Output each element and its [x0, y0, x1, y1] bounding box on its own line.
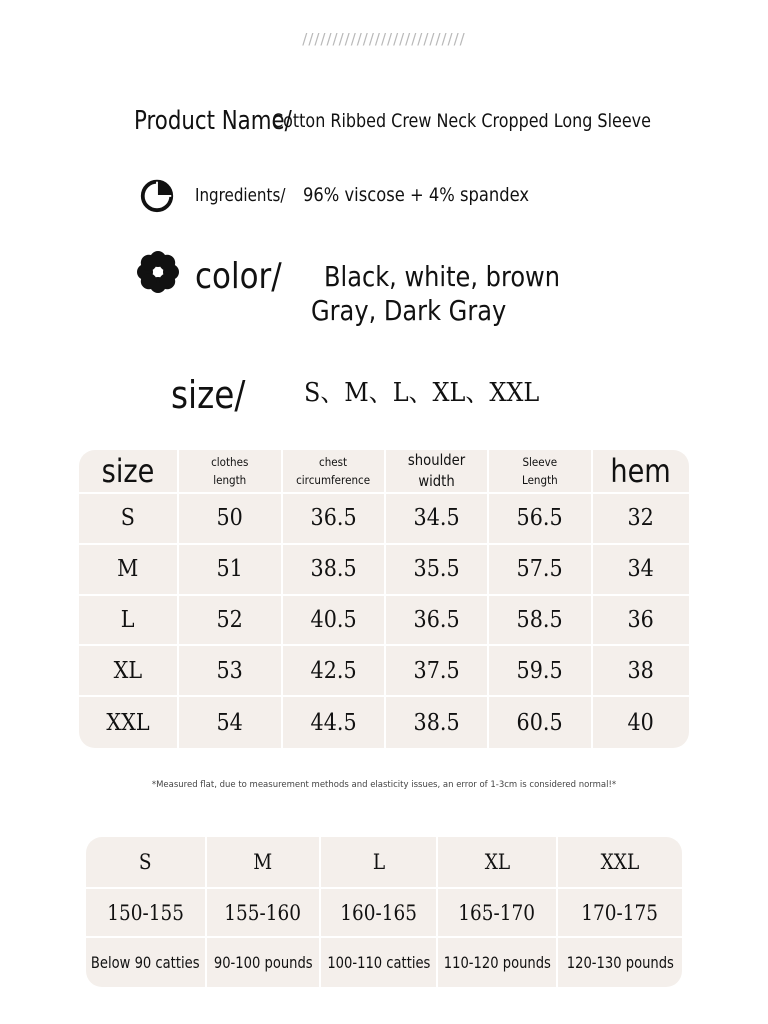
header-size: size — [79, 450, 179, 494]
table-cell: 50 — [179, 494, 283, 545]
table-cell: 56.5 — [489, 494, 593, 545]
table-cell: 37.5 — [386, 646, 489, 697]
size-label: size/ — [171, 373, 246, 417]
table-cell: 53 — [179, 646, 283, 697]
product-name-label: Product Name/ — [134, 106, 292, 136]
table-cell: 52 — [179, 596, 283, 647]
table-cell: 38.5 — [283, 545, 386, 596]
pie-chart-icon — [138, 176, 176, 214]
header-sleeve-length: Sleeve Length — [489, 450, 593, 494]
table-cell: 60.5 — [489, 697, 593, 748]
fit-weight-cell: 120-130 pounds — [566, 953, 674, 972]
header-shoulder-width: shoulder width — [386, 450, 489, 494]
table-cell: 35.5 — [386, 545, 489, 596]
measurement-note: *Measured flat, due to measurement methods and elasticity issues, an error of 1-3cm is considered normal!* — [151, 780, 617, 790]
fit-height-cell: 155-160 — [207, 889, 321, 938]
table-cell: 40.5 — [283, 596, 386, 647]
header-chest-circumference: chest circumference — [283, 450, 386, 494]
table-cell: 57.5 — [489, 545, 593, 596]
size-cell: S — [79, 494, 179, 545]
fit-height-cell: 150-155 — [86, 889, 207, 938]
fit-size-cell: M — [207, 837, 321, 889]
table-cell: 40 — [627, 709, 655, 736]
table-cell: 34 — [593, 545, 689, 596]
header-clothes-length: clothes length — [179, 450, 283, 494]
color-label: color/ — [195, 256, 282, 297]
fit-weight-cell: 90-100 pounds — [207, 938, 321, 987]
table-cell: 38 — [593, 646, 689, 697]
fit-size-cell: XXL — [558, 837, 682, 889]
decorative-slashes: /////////////////////////// — [302, 30, 466, 48]
color-value-line1: Black, white, brown — [324, 260, 561, 293]
fit-height-cell: 170-175 — [558, 889, 682, 938]
table-cell: 36.5 — [386, 596, 489, 647]
fit-weight-cell: 110-120 pounds — [438, 938, 558, 987]
fit-weight-cell: Below 90 catties — [86, 938, 207, 987]
table-cell: 38.5 — [386, 697, 489, 748]
fit-size-cell: S — [86, 837, 207, 889]
table-cell: 42.5 — [283, 646, 386, 697]
ingredients-value: 96% viscose + 4% spandex — [303, 184, 530, 206]
table-cell: 36 — [593, 596, 689, 647]
table-cell: 36.5 — [283, 494, 386, 545]
fit-weight-cell: 100-110 catties — [321, 938, 438, 987]
table-cell: 51 — [179, 545, 283, 596]
table-cell: 34.5 — [386, 494, 489, 545]
table-cell: 54 — [179, 697, 283, 748]
header-hem: hem — [593, 450, 689, 494]
size-cell: M — [79, 545, 179, 596]
fit-height-cell: 160-165 — [321, 889, 438, 938]
table-cell: 58.5 — [489, 596, 593, 647]
size-cell: XXL — [79, 697, 179, 748]
fit-table — [86, 837, 682, 987]
size-table — [79, 450, 689, 748]
table-cell: 59.5 — [489, 646, 593, 697]
fit-height-cell: 165-170 — [438, 889, 558, 938]
product-name-value: Cotton Ribbed Crew Neck Cropped Long Sleeve — [272, 110, 651, 132]
size-cell: L — [79, 596, 179, 647]
ingredients-label: Ingredients/ — [195, 185, 286, 206]
fit-size-cell: L — [321, 837, 438, 889]
fit-size-cell: XL — [438, 837, 558, 889]
table-cell: 44.5 — [283, 697, 386, 748]
table-cell: 32 — [593, 494, 689, 545]
size-cell: XL — [79, 646, 179, 697]
color-value-line2: Gray, Dark Gray — [311, 294, 507, 327]
flower-icon — [136, 250, 180, 294]
size-value: S、M、L、XL、XXL — [304, 378, 540, 408]
